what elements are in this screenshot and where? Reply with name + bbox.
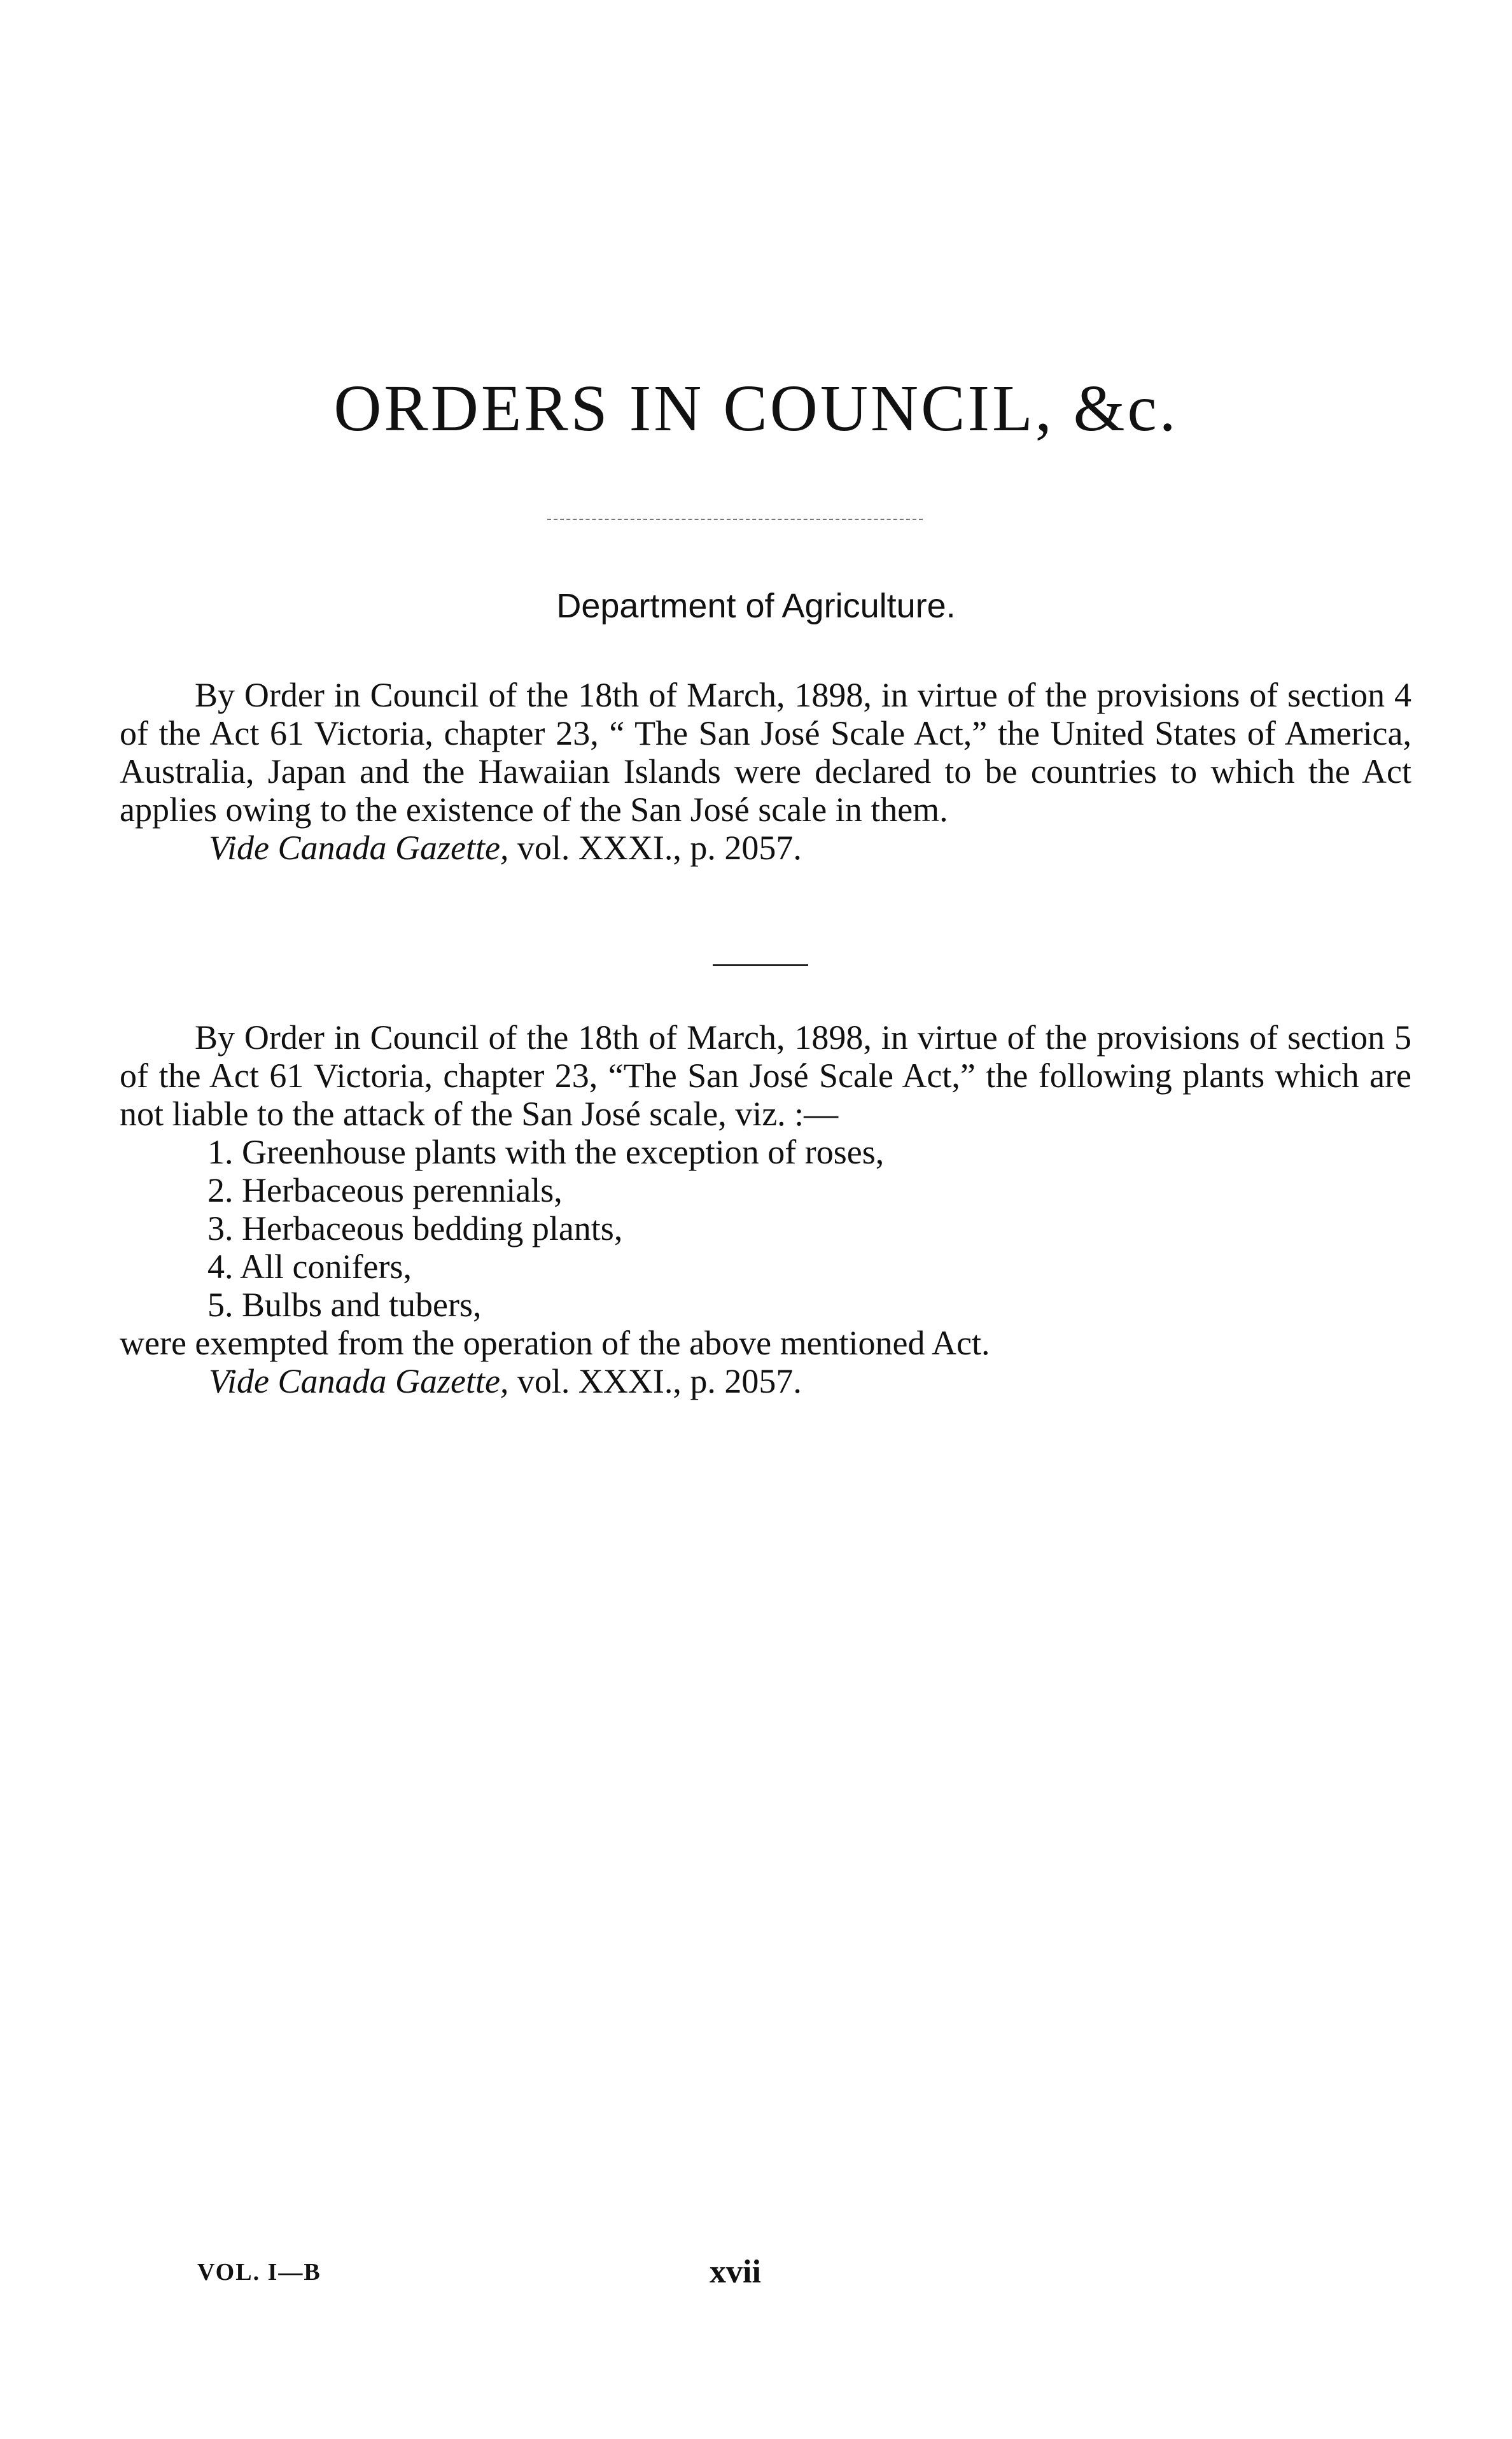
order-paragraph-2: By Order in Council of the 18th of March, 1898, in virtue of the provisions of section 5 of the Act 61 Victoria, chapter 23, “The San José Scale Act,” the following plants which are not liable to the attack of the San José scale, viz. :— bbox=[120, 1018, 1411, 1133]
order-paragraph-1: By Order in Council of the 18th of March, 1898, in virtue of the provisions of section 4 of the Act 61 Victoria, chapter 23, “ The San José Scale Act,” the United States of America, Australia, Japan and the Hawaiian Islands were declared to be countries to which the Act applies owing to the existence of the San José scale in them. bbox=[120, 676, 1411, 829]
list-item: 5. Bulbs and tubers, bbox=[207, 1286, 482, 1324]
order-section-2 bbox=[120, 1018, 1411, 1400]
citation-2-reference: vol. XXXI., p. 2057. bbox=[508, 1362, 802, 1400]
list-item: 4. All conifers, bbox=[207, 1248, 412, 1286]
department-heading: Department of Agriculture. bbox=[556, 587, 956, 625]
volume-label: VOL. I—B bbox=[197, 2259, 321, 2286]
order-section-1 bbox=[120, 676, 1411, 867]
title-divider bbox=[547, 519, 923, 520]
list-item: 3. Herbaceous bedding plants, bbox=[207, 1209, 623, 1248]
section-divider bbox=[713, 964, 808, 966]
list-item: 2. Herbaceous perennials, bbox=[207, 1171, 563, 1209]
citation-1-reference: vol. XXXI., p. 2057. bbox=[508, 829, 802, 867]
citation-2 bbox=[120, 1362, 1411, 1400]
exempted-plants-list bbox=[120, 1133, 1411, 1324]
page-title: ORDERS IN COUNCIL, &c. bbox=[333, 372, 1179, 445]
citation-1 bbox=[120, 829, 1411, 867]
citation-1-source: Vide Canada Gazette, bbox=[209, 829, 509, 867]
list-item: 1. Greenhouse plants with the exception of roses, bbox=[207, 1133, 885, 1171]
closing-line: were exempted from the operation of the above mentioned Act. bbox=[120, 1324, 990, 1362]
page-number: xvii bbox=[710, 2254, 761, 2290]
citation-2-source: Vide Canada Gazette, bbox=[209, 1362, 509, 1400]
